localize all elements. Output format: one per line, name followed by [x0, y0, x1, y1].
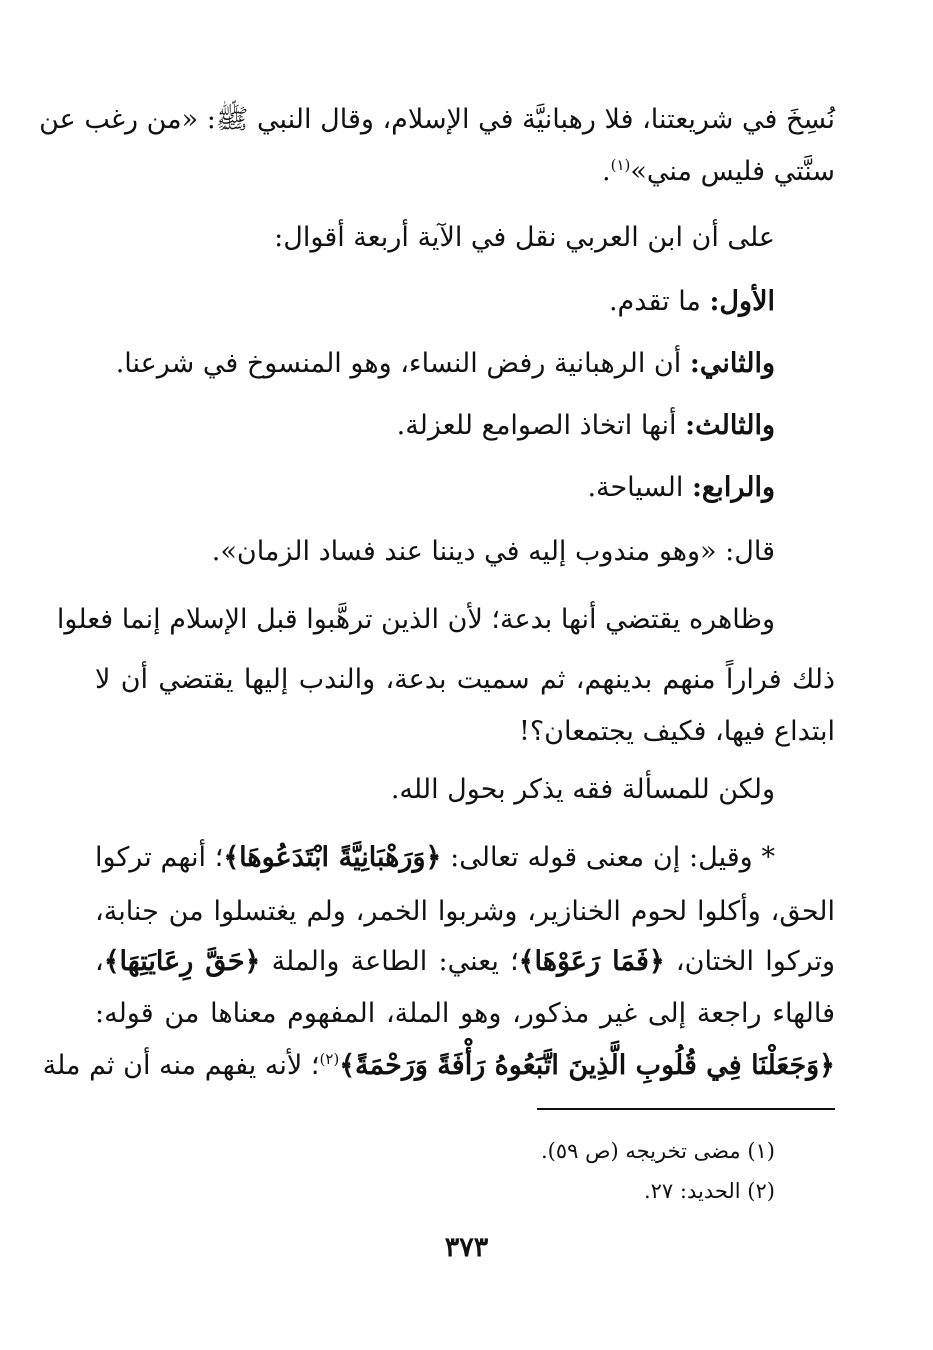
text-line-15: وتركوا الختان، ﴿فَمَا رَعَوْهَا﴾؛ يعني: الطاعة والملة ﴿حَقَّ رِعَايَتِهَا﴾،	[95, 946, 835, 977]
text-line-10: ذلك فراراً منهم بدينهم، ثم سميت بدعة، والندب إليها يقتضي أن لا	[95, 664, 835, 695]
footnote-2: (٢) الحديد: ٢٧.	[643, 1179, 775, 1203]
text-line-2: سنَّتي فليس مني»$^{(١)}$.	[601, 156, 835, 187]
text-line-7: والرابع: السياحة.	[587, 472, 775, 503]
text-line-9: وظاهره يقتضي أنها بدعة؛ لأن الذين ترهَّبوا قبل الإسلام إنما فعلوا	[56, 604, 775, 635]
footnote-1: (١) مضى تخريجه (ص ٥٩).	[540, 1139, 775, 1163]
text-line-1: نُسِخَ في شريعتنا، فلا رهبانيَّة في الإسلام، وقال النبي ﷺ: «من رغب عن	[39, 104, 835, 135]
text-line-5: والثاني: أن الرهبانية رفض النساء، وهو المنسوخ في شرعنا.	[115, 348, 775, 379]
footnote-ref-1[interactable]: (١)	[610, 156, 631, 174]
text-line-13: * وقيل: إن معنى قوله تعالى: ﴿وَرَهْبَانِيَّةً ابْتَدَعُوهَا﴾؛ أنهم تركوا	[95, 842, 775, 873]
text-line-8: قال: «وهو مندوب إليه في ديننا عند فساد الزمان».	[211, 536, 775, 567]
page-number: ٣٧٣	[444, 1232, 489, 1263]
quran-quote-3: ﴿حَقَّ رِعَايَتِهَا﴾	[103, 946, 261, 977]
text-line-3: على أن ابن العربي نقل في الآية أربعة أقوال:	[274, 222, 775, 253]
text-line-14: الحق، وأكلوا لحوم الخنازير، وشربوا الخمر، ولم يغتسلوا من جنابة،	[95, 896, 835, 927]
text-line-12: ولكن للمسألة فقه يذكر بحول الله.	[390, 774, 775, 805]
text-line-16: فالهاء راجعة إلى غير مذكور، وهو الملة، المفهوم معناها من قوله:	[95, 998, 835, 1029]
quran-quote-1: ﴿وَرَهْبَانِيَّةً ابْتَدَعُوهَا﴾	[223, 842, 442, 873]
footnote-ref-2[interactable]: (٢)	[319, 1050, 340, 1068]
quran-quote-2: ﴿فَمَا رَعَوْهَا﴾	[518, 946, 665, 977]
text-line-6: والثالث: أنها اتخاذ الصوامع للعزلة.	[396, 410, 775, 441]
quran-quote-4: ﴿وَجَعَلْنَا فِي قُلُوبِ الَّذِينَ اتَّبَعُوهُ رَأْفَةً وَرَحْمَةً﴾	[339, 1050, 835, 1081]
text-line-17: ﴿وَجَعَلْنَا فِي قُلُوبِ الَّذِينَ اتَّبَعُوهُ رَأْفَةً وَرَحْمَةً﴾$^{(٢)}$؛ لأنه يفهم منه أن ثم ملة	[42, 1050, 835, 1081]
footnote-separator	[537, 1108, 835, 1110]
text-line-4: الأول: ما تقدم.	[608, 286, 775, 317]
text-line-11: ابتداع فيها، فكيف يجتمعان؟!	[518, 716, 835, 747]
